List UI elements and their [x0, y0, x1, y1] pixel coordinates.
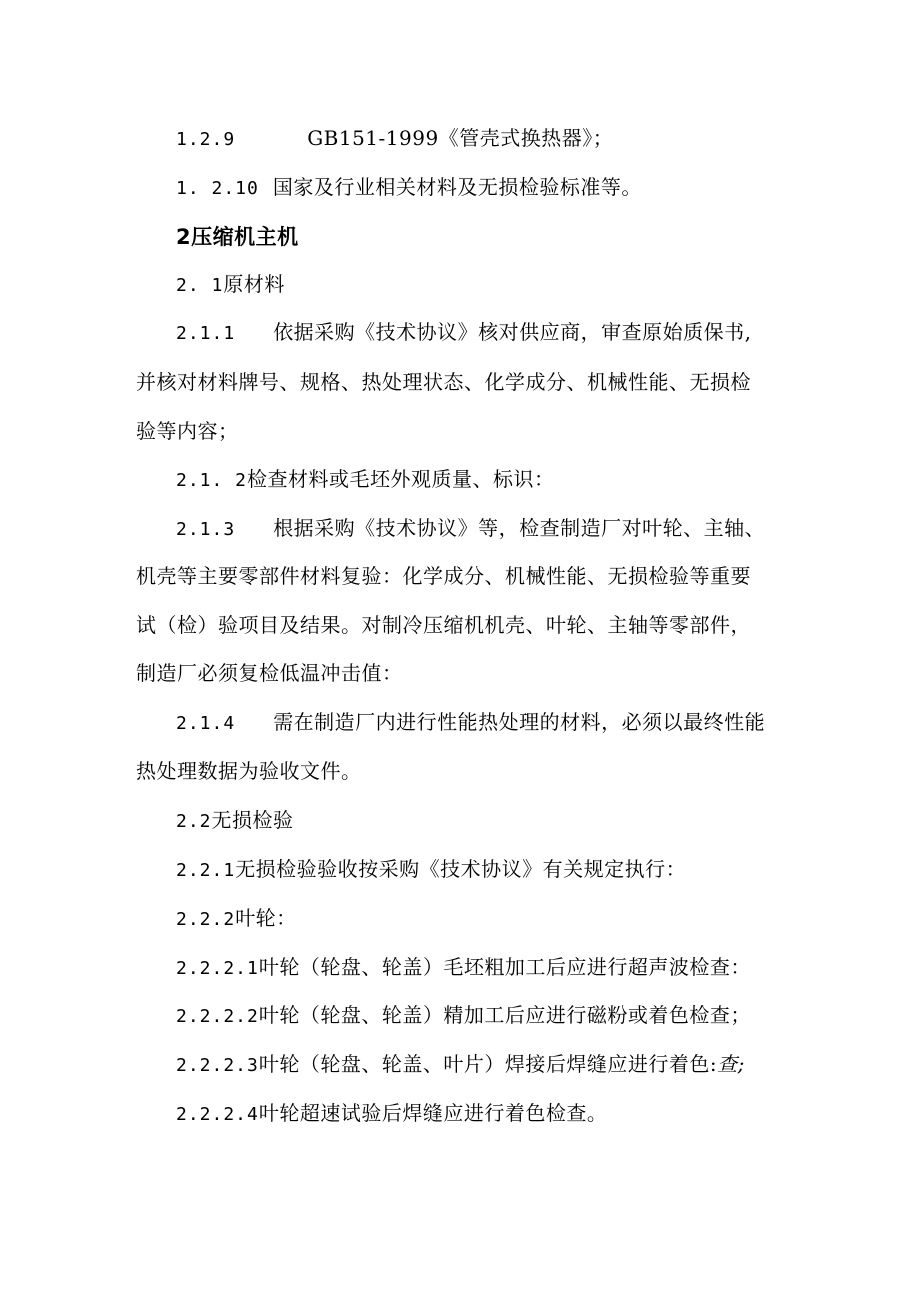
- clause-text: 国家及行业相关材料及无损检验标准等。: [272, 175, 642, 199]
- subsection-2-2: [176, 808, 294, 834]
- clause-number: 1.2.9: [176, 129, 236, 150]
- clause-1-2-9: [176, 126, 613, 152]
- clause-text: 叶轮：: [235, 906, 297, 930]
- paragraph-text: 验等内容；: [136, 419, 239, 443]
- paragraph-line: [136, 661, 403, 685]
- clause-number: 2.2.2.2: [176, 1006, 259, 1027]
- clause-1-2-10: [176, 175, 642, 201]
- clause-text: 叶轮超速试验后焊缝应进行着色检查。: [258, 1101, 608, 1125]
- clause-2-1-3: [176, 516, 765, 542]
- subsection-2-1: [176, 272, 285, 298]
- paragraph-text: 试（检）验项目及结果。对制冷压缩机机壳、叶轮、主轴等零部件，: [136, 613, 751, 637]
- clause-text-tail: 查;: [717, 1052, 745, 1076]
- clause-number: 1. 2.10: [176, 178, 259, 199]
- clause-2-2-1: [176, 857, 686, 883]
- clause-text: GB151-1999《管壳式换热器》；: [307, 126, 614, 150]
- subsection-title: 原材料: [223, 272, 285, 296]
- clause-number: 2.2.2: [176, 909, 236, 930]
- clause-number: 2.1. 2: [176, 470, 248, 491]
- paragraph-line: [136, 419, 239, 443]
- paragraph-line: [136, 759, 362, 783]
- clause-2-2-2-2: [176, 1003, 751, 1029]
- subsection-title: 无损检验: [211, 808, 294, 832]
- section-heading-2: [176, 225, 299, 249]
- clause-2-2-2-1: [176, 955, 751, 981]
- clause-text: 叶轮（轮盘、轮盖）毛坯粗加工后应进行超声波检查：: [258, 955, 751, 979]
- paragraph-line: [136, 370, 751, 394]
- clause-2-2-2: [176, 906, 297, 932]
- clause-text: 需在制造厂内进行性能热处理的材料，必须以最终性能: [273, 710, 766, 734]
- clause-number: 2.1.3: [176, 519, 236, 540]
- paragraph-line: [136, 564, 751, 588]
- paragraph-line: [136, 613, 751, 637]
- section-title: 压缩机主机: [191, 225, 299, 249]
- subsection-number: 2.2: [176, 811, 212, 832]
- clause-2-2-2-4: [176, 1101, 607, 1127]
- clause-number: 2.1.1: [176, 323, 236, 344]
- paragraph-text: 热处理数据为验收文件。: [136, 759, 362, 783]
- paragraph-text: 并核对材料牌号、规格、热处理状态、化学成分、机械性能、无损检: [136, 370, 751, 394]
- subsection-number: 2. 1: [176, 275, 224, 296]
- clause-2-1-1: [176, 320, 752, 346]
- clause-2-1-4: [176, 710, 765, 736]
- clause-text: 叶轮（轮盘、轮盖）精加工后应进行磁粉或着色检查；: [258, 1003, 751, 1027]
- section-number: 2: [176, 225, 192, 249]
- clause-text: 叶轮（轮盘、轮盖、叶片）焊接后焊缝应进行着色:: [258, 1052, 718, 1076]
- clause-text: 依据采购《技术协议》核对供应商，审查原始质保书,: [273, 320, 752, 344]
- clause-text: 根据采购《技术协议》等，检查制造厂对叶轮、主轴、: [273, 516, 766, 540]
- clause-number: 2.2.2.4: [176, 1104, 259, 1125]
- clause-2-2-2-3: [176, 1052, 745, 1078]
- clause-2-1-2: [176, 467, 555, 493]
- paragraph-text: 制造厂必须复检低温冲击值：: [136, 661, 403, 685]
- paragraph-text: 机壳等主要零部件材料复验：化学成分、机械性能、无损检验等重要: [136, 564, 751, 588]
- clause-number: 2.2.2.3: [176, 1055, 259, 1076]
- clause-number: 2.1.4: [176, 713, 236, 734]
- clause-text: 检查材料或毛坯外观质量、标识：: [247, 467, 555, 491]
- clause-number: 2.2.1: [176, 860, 236, 881]
- clause-number: 2.2.2.1: [176, 958, 259, 979]
- clause-text: 无损检验验收按采购《技术协议》有关规定执行：: [235, 857, 687, 881]
